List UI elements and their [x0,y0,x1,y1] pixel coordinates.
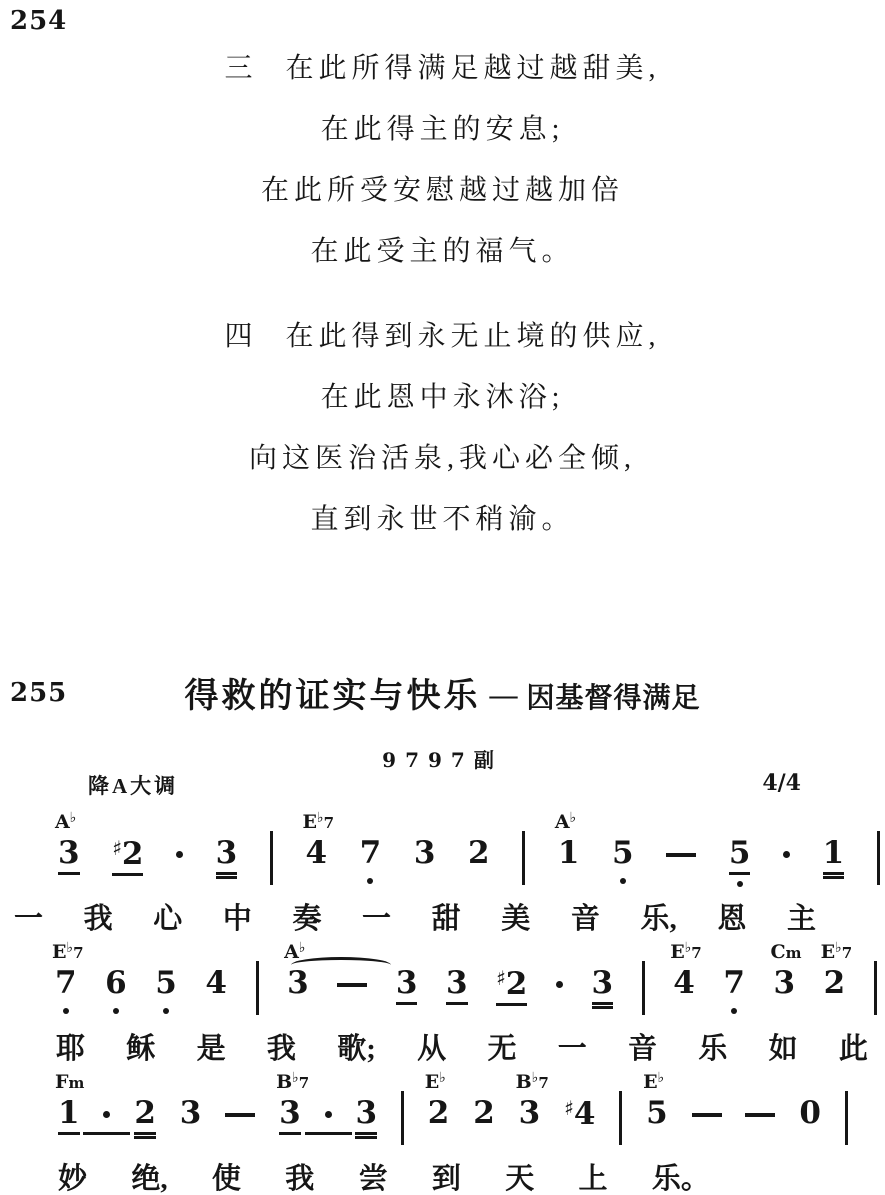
lyric-syllable: 一 [557,1033,587,1065]
notes-row [55,810,880,888]
verse-text: 在此所得满足越过越甜美, [285,53,661,84]
augmentation-dot [176,851,183,858]
note-1: Fm 1 [58,1098,80,1135]
sharp-accidental: ♯ [112,836,122,860]
duration-dash [337,983,367,987]
augmentation-dot [103,1111,110,1118]
lyric-syllable: 一 [14,903,44,935]
note-3: 3 [413,835,436,871]
barline [256,961,259,1015]
verse-line [0,233,885,271]
verse-line [0,111,885,149]
note-3: Cm 3 [770,941,802,1001]
rest-note: 0 [799,1095,821,1131]
sharp-accidental: ♯ [564,1096,574,1120]
note-3: 3 [592,968,614,1005]
note-2: E♭7 2 [820,940,853,1001]
barline [619,1091,622,1145]
note-4: E♭7 4 [302,810,334,871]
verse-text: 在此得主的安息; [320,114,565,145]
lyric-syllable: 耶 [56,1033,86,1065]
notes-row [55,1070,848,1148]
lyric-syllable: 中 [222,903,252,935]
verse-text: 在此受主的福气。 [310,236,575,267]
low-octave-dot [737,881,743,887]
hymn-title: 得救的证实与快乐 [184,678,481,715]
jianpu-line-2 [0,928,885,1067]
lyric-syllable: 无 [487,1033,517,1065]
lyric-syllable: 我 [285,1163,315,1195]
lyric-syllable: 上 [578,1163,608,1195]
low-octave-dot [63,1008,69,1014]
note-1: A♭ 1 [554,810,580,871]
page-number: 254 [10,6,68,36]
verses-section [0,50,885,586]
chord-label: E♭7 [670,940,702,963]
note-2: E♭ 2 [424,1070,450,1131]
duration-dash [745,1113,775,1117]
note-7: E♭7 7 [55,968,77,1002]
low-octave-dot [731,1008,737,1014]
barline [845,1091,848,1145]
duration-dash [225,1113,255,1117]
chord-label: E♭7 [820,940,853,963]
augmentation-dot [556,981,563,988]
lyric-syllable: 美 [501,903,531,935]
note-4: ♯4 [564,1096,596,1132]
lyric-syllable: 歌; [337,1033,376,1065]
note-7: 7 [360,838,382,872]
lyric-syllable: 乐。 [651,1163,710,1195]
duration-dash [666,853,696,857]
lyric-syllable: 音 [570,903,600,935]
verse-text: 向这医治活泉,我心必全倾, [248,443,636,474]
lyrics-row [58,1162,710,1195]
hymn-title-row [0,668,885,717]
chord-label: A♭ [55,810,77,833]
lyric-syllable: 如 [768,1033,798,1065]
lyric-syllable: 乐 [698,1033,728,1065]
verse-text: 在此恩中永沐浴; [320,382,565,413]
lyric-syllable: 主 [786,903,816,935]
jianpu-line-1 [0,798,885,937]
note-2: 2 [468,835,490,871]
note-6: 6 [105,968,127,1002]
lyric-syllable: 尝 [358,1163,388,1195]
lyric-syllable: 天 [505,1163,535,1195]
note-2: ♯2 [112,838,143,876]
barline [270,831,273,885]
barline [401,1091,404,1145]
lyric-syllable: 稣 [126,1033,156,1065]
note-5: 5 [729,838,751,875]
lyric-syllable: 妙 [58,1163,88,1195]
verse-text: 直到永世不稍渝。 [310,504,575,535]
verse-text: 在此得到永无止境的供应, [285,321,661,352]
chord-label: B♭7 [515,1070,549,1093]
chord-label: Cm [770,941,802,963]
hymn-number: 255 [10,678,68,708]
low-octave-dot [113,1008,119,1014]
barline [874,961,877,1015]
lyric-syllable: 从 [417,1033,447,1065]
note-5: 5 [612,838,634,872]
note-3: A♭ 3 [287,968,309,1002]
note-3: B♭7 3 [279,1098,301,1135]
note-4: E♭7 4 [670,940,702,1001]
verse-line [0,50,885,88]
lyric-syllable: 使 [211,1163,241,1195]
chord-label: E♭ [643,1070,665,1093]
barline [877,831,880,885]
title-separator-dash: — [489,680,518,711]
chord-label: E♭7 [302,810,334,833]
key-signature-label: 降A大调 [88,774,179,798]
sharp-accidental: ♯ [496,966,506,990]
lyric-syllable: 奏 [292,903,322,935]
hymn-meter: 9797副 [382,748,503,772]
lyric-syllable: 心 [153,903,183,935]
augmentation-dot [783,851,790,858]
hymn-subtitle: 因基督得满足 [526,683,701,714]
notes-row [52,940,877,1018]
low-octave-dot [367,878,373,884]
lyric-syllable: 音 [628,1033,658,1065]
chord-label: E♭ [424,1070,446,1093]
augmentation-dot [325,1111,332,1118]
lyric-syllable: 一 [362,903,392,935]
note-4: 4 [205,965,227,1001]
verse-number: 三 [224,53,258,84]
verse-line [0,501,885,539]
note-5: E♭ 5 [643,1070,668,1131]
lyric-syllable: 我 [83,903,113,935]
low-octave-dot [163,1008,169,1014]
chord-label: B♭7 [276,1070,310,1093]
verse-block [0,50,885,271]
barline [522,831,525,885]
lyric-syllable: 我 [266,1033,296,1065]
note-3: 3 [446,968,468,1005]
verse-number: 四 [224,321,258,352]
jianpu-line-3 [0,1058,885,1195]
note-3: 3 [216,838,238,875]
verse-line [0,379,885,417]
verse-line [0,172,885,210]
chord-label: A♭ [554,810,577,833]
verse-line [0,440,885,478]
note-5: 5 [155,968,177,1002]
chord-label: A♭ [284,940,306,963]
low-octave-dot [620,878,626,884]
lyric-syllable: 绝, [131,1163,168,1195]
note-3: B♭7 3 [515,1070,549,1131]
note-7: 7 [723,968,745,1002]
chord-label: E♭7 [52,940,84,963]
note-3: A♭ 3 [58,838,80,875]
note-3: 3 [396,968,418,1005]
lyric-syllable: 乐, [640,903,677,935]
note-1: 1 [823,838,845,875]
lyric-syllable: 是 [196,1033,226,1065]
note-2: 2 [473,1095,495,1131]
lyric-syllable: 此 [838,1033,868,1065]
verse-block [0,318,885,539]
lyric-syllable: 恩 [717,903,747,935]
barline [642,961,645,1015]
note-2: ♯2 [496,968,527,1006]
note-2: 2 [134,1098,156,1135]
verse-line [0,318,885,356]
chord-label: Fm [55,1071,85,1093]
lyric-syllable: 到 [431,1163,461,1195]
note-3: 3 [179,1095,202,1131]
duration-dash [692,1113,722,1117]
verse-text: 在此所受安慰越过越加倍 [260,175,624,206]
note-3: 3 [355,1098,377,1135]
time-signature: 4/4 [762,770,801,796]
lyric-syllable: 甜 [431,903,461,935]
